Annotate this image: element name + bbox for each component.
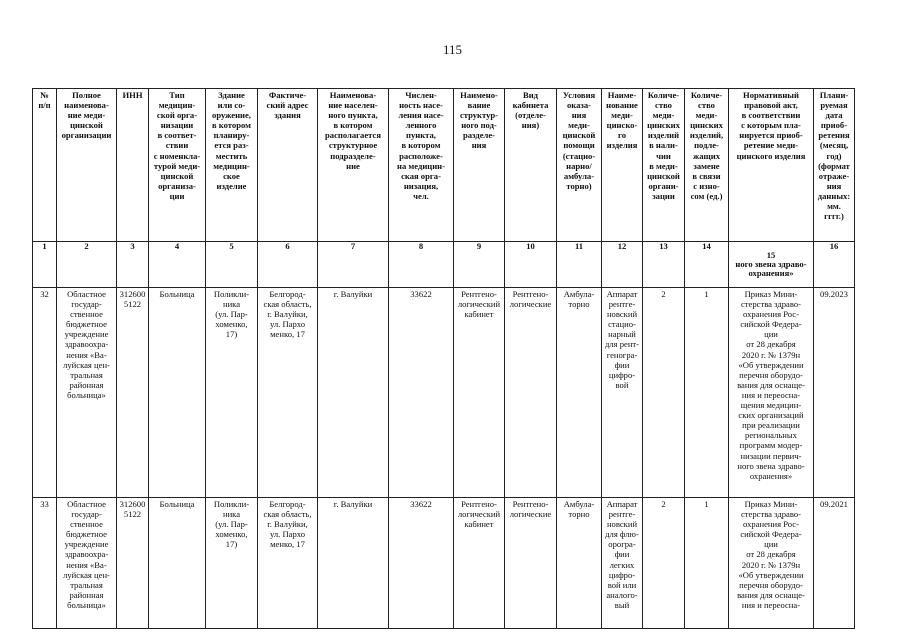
column-number: 4 xyxy=(149,242,206,288)
header-cell: Наиме- нование меди- цинско- го изделия xyxy=(602,89,643,242)
column-number: 3 xyxy=(117,242,149,288)
org-type: Больница xyxy=(149,498,206,629)
column-number: 10 xyxy=(505,242,557,288)
column-number: 2 xyxy=(57,242,117,288)
subdivision: Рентгено- логический кабинет xyxy=(454,288,505,498)
room-type: Рентгено- логические xyxy=(505,498,557,629)
org-name: Областное государ- ственное бюджетное учреждение здравоохра- нения «Ва- луйская цен- тральная районная больница» xyxy=(57,288,117,498)
column-number-row xyxy=(33,242,855,288)
population: 33622 xyxy=(389,288,454,498)
column-number: 5 xyxy=(206,242,258,288)
replace-quantity: 1 xyxy=(685,288,729,498)
column-number: 13 xyxy=(643,242,685,288)
column-number: 8 xyxy=(389,242,454,288)
care-conditions: Амбула- торно xyxy=(557,288,602,498)
column-number: 7 xyxy=(318,242,389,288)
care-conditions: Амбула- торно xyxy=(557,498,602,629)
column-number xyxy=(729,242,814,288)
building: Поликли- ника (ул. Пар- хоменко, 17) xyxy=(206,288,258,498)
header-cell: Наимено- вание структур- ного под- разделе- ния xyxy=(454,89,505,242)
org-name: Областное государ- ственное бюджетное учреждение здравоохра- нения «Ва- луйская цен- тральная районная больница» xyxy=(57,498,117,629)
purchase-date: 09.2023 xyxy=(814,288,855,498)
carryover-text: ного звена здраво- охранения» xyxy=(735,259,807,278)
header-cell: Плани- руемая дата приоб- ретения (месяц, год) (формат отраже- ния данных: мм. гггг.) xyxy=(814,89,855,242)
header-cell: Наименова- ние населен- ного пункта, в котором располагается структурное подразделе- ние xyxy=(318,89,389,242)
header-cell: Здание или со- оружение, в котором планиру- ется раз- местить медицин- ское изделие xyxy=(206,89,258,242)
column-number-15: 15 xyxy=(766,250,776,260)
header-cell: ИНН xyxy=(117,89,149,242)
equipment-table xyxy=(32,88,855,629)
inn: 312600 5122 xyxy=(117,288,149,498)
org-type: Больница xyxy=(149,288,206,498)
row-number: 33 xyxy=(33,498,57,629)
population: 33622 xyxy=(389,498,454,629)
column-number: 1 xyxy=(33,242,57,288)
header-cell: Полное наименова- ние меди- цинской организации xyxy=(57,89,117,242)
settlement: г. Валуйки xyxy=(318,288,389,498)
column-number: 11 xyxy=(557,242,602,288)
building: Поликли- ника (ул. Пар- хоменко, 17) xyxy=(206,498,258,629)
page-number: 115 xyxy=(442,42,463,57)
table-row xyxy=(33,498,855,629)
settlement: г. Валуйки xyxy=(318,498,389,629)
column-number: 16 xyxy=(814,242,855,288)
address: Белгород- ская область, г. Валуйки, ул. Пархо менко, 17 xyxy=(258,498,318,629)
header-cell: Числен- ность насе- ления насе- ленного пункта, в котором расположе- на медицин- ская орга- низация, чел. xyxy=(389,89,454,242)
legal-act: Приказ Мини- стерства здраво- охранения Рос- сийской Федера- ции от 28 декабря 2020 г. № 1379н «Об утверждении перечня оборудо- вания для оснаще- ния и переосна- xyxy=(729,498,814,629)
header-cell: Условия оказа- ния меди- цинской помощи (стацио- нарно/ амбула- торно) xyxy=(557,89,602,242)
address: Белгород- ская область, г. Валуйки, ул. Пархо менко, 17 xyxy=(258,288,318,498)
table-row xyxy=(33,288,855,498)
header-cell: Вид кабинета (отделе- ния) xyxy=(505,89,557,242)
header-cell: Количе- ство меди- цинских изделий в нали- чии в меди- цинской органи- зации xyxy=(643,89,685,242)
column-number: 9 xyxy=(454,242,505,288)
row-number: 32 xyxy=(33,288,57,498)
column-number: 14 xyxy=(685,242,729,288)
subdivision: Рентгено- логический кабинет xyxy=(454,498,505,629)
device-name: Аппарат рентге- новский стацио- нарный для рент- геногра- фии цифро- вой xyxy=(602,288,643,498)
header-cell: Количе- ство меди- цинских изделий, подле- жащих замене в связи с изно- сом (ед.) xyxy=(685,89,729,242)
legal-act: Приказ Мини- стерства здраво- охранения Рос- сийской Федера- ции от 28 декабря 2020 г. № 1379н «Об утверждении перечня оборудо- вания для оснаще- ния и переосна- щения медицин- ских организаций при реализации региональных программ модер- низации первич- ного звена здраво- охранения» xyxy=(729,288,814,498)
column-number: 12 xyxy=(602,242,643,288)
inn: 312600 5122 xyxy=(117,498,149,629)
quantity: 2 xyxy=(643,498,685,629)
purchase-date: 09.2021 xyxy=(814,498,855,629)
quantity: 2 xyxy=(643,288,685,498)
header-row xyxy=(33,89,855,242)
column-number: 6 xyxy=(258,242,318,288)
room-type: Рентгено- логические xyxy=(505,288,557,498)
device-name: Аппарат рентге- новский для флю- орогра- фии легких цифро- вой или аналого- вый xyxy=(602,498,643,629)
header-cell: № п/п xyxy=(33,89,57,242)
replace-quantity: 1 xyxy=(685,498,729,629)
header-cell: Фактиче- ский адрес здания xyxy=(258,89,318,242)
header-cell: Тип медицин- ской орга- низации в соответ- ствии с номенкла- турой меди- цинской организа- ции xyxy=(149,89,206,242)
header-cell: Нормативный правовой акт, в соответствии с которым пла- нируется приоб- ретение меди- цинского изделия xyxy=(729,89,814,242)
